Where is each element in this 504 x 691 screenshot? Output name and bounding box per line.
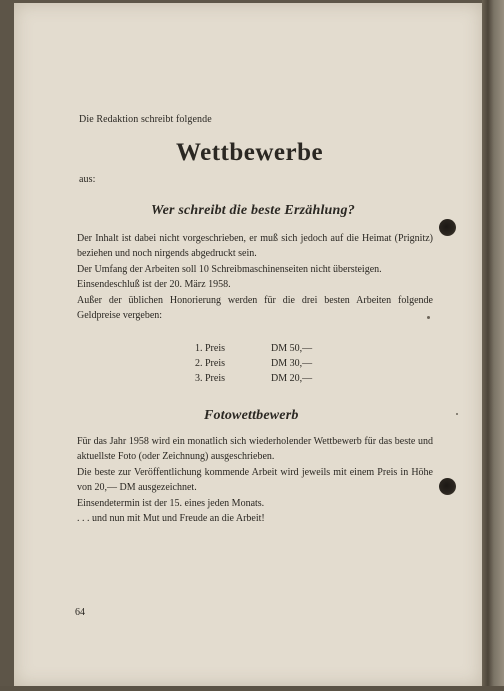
binding-edge bbox=[482, 0, 504, 691]
prize-amount: DM 30,— bbox=[271, 358, 313, 369]
story-paragraph: Der Umfang der Arbeiten soll 10 Schreibmaschinenseiten nicht übersteigen. bbox=[77, 263, 382, 275]
punch-hole-top bbox=[439, 219, 456, 236]
story-paragraph: Der Inhalt ist dabei nicht vorgeschrieben, er muß sich jedoch auf die Heimat (Prignitz) beziehen und noch nirgends abgedruckt sein. bbox=[77, 233, 433, 260]
paper-speck bbox=[456, 413, 458, 415]
prize-row bbox=[195, 371, 335, 386]
photo-contest-body bbox=[77, 434, 433, 526]
photo-paragraph: Die beste zur Veröffentlichung kommende Arbeit wird jeweils mit einem Preis in Höhe von 20,— DM ausgezeichnet. bbox=[77, 466, 433, 494]
scan-bottom-edge bbox=[0, 686, 504, 691]
prize-row bbox=[195, 356, 335, 371]
page-title: Wettbewerbe bbox=[176, 139, 324, 166]
story-contest-heading: Wer schreibt die beste Erzählung? bbox=[151, 203, 355, 218]
prize-row bbox=[195, 341, 335, 356]
photo-paragraph: . . . und nun mit Mut und Freude an die Arbeit! bbox=[77, 513, 265, 525]
story-contest-body bbox=[77, 231, 433, 323]
prize-label: 1. Preis bbox=[195, 343, 225, 354]
story-paragraph: Außer der üblichen Honorierung werden für die drei besten Arbeiten folgende Geldpreise vergeben: bbox=[77, 294, 433, 322]
photo-contest-heading: Fotowettbewerb bbox=[204, 408, 299, 423]
photo-paragraph: Einsendetermin ist der 15. eines jeden Monats. bbox=[77, 497, 265, 509]
prize-amount: DM 50,— bbox=[271, 343, 313, 354]
story-paragraph: Einsendeschluß ist der 20. März 1958. bbox=[77, 279, 231, 291]
intro-text: Die Redaktion schreibt folgende bbox=[79, 114, 212, 125]
prize-label: 2. Preis bbox=[195, 358, 225, 369]
prize-amount: DM 20,— bbox=[271, 373, 313, 384]
photo-paragraph: Für das Jahr 1958 wird ein monatlich sich wiederholender Wettbewerb für das beste und aktuellste Foto (oder Zeichnung) ausgeschrieben. bbox=[77, 436, 433, 463]
page-number: 64 bbox=[75, 607, 85, 618]
intro-suffix: aus: bbox=[79, 174, 96, 185]
punch-hole-bottom bbox=[439, 478, 456, 495]
prize-label: 3. Preis bbox=[195, 373, 225, 384]
